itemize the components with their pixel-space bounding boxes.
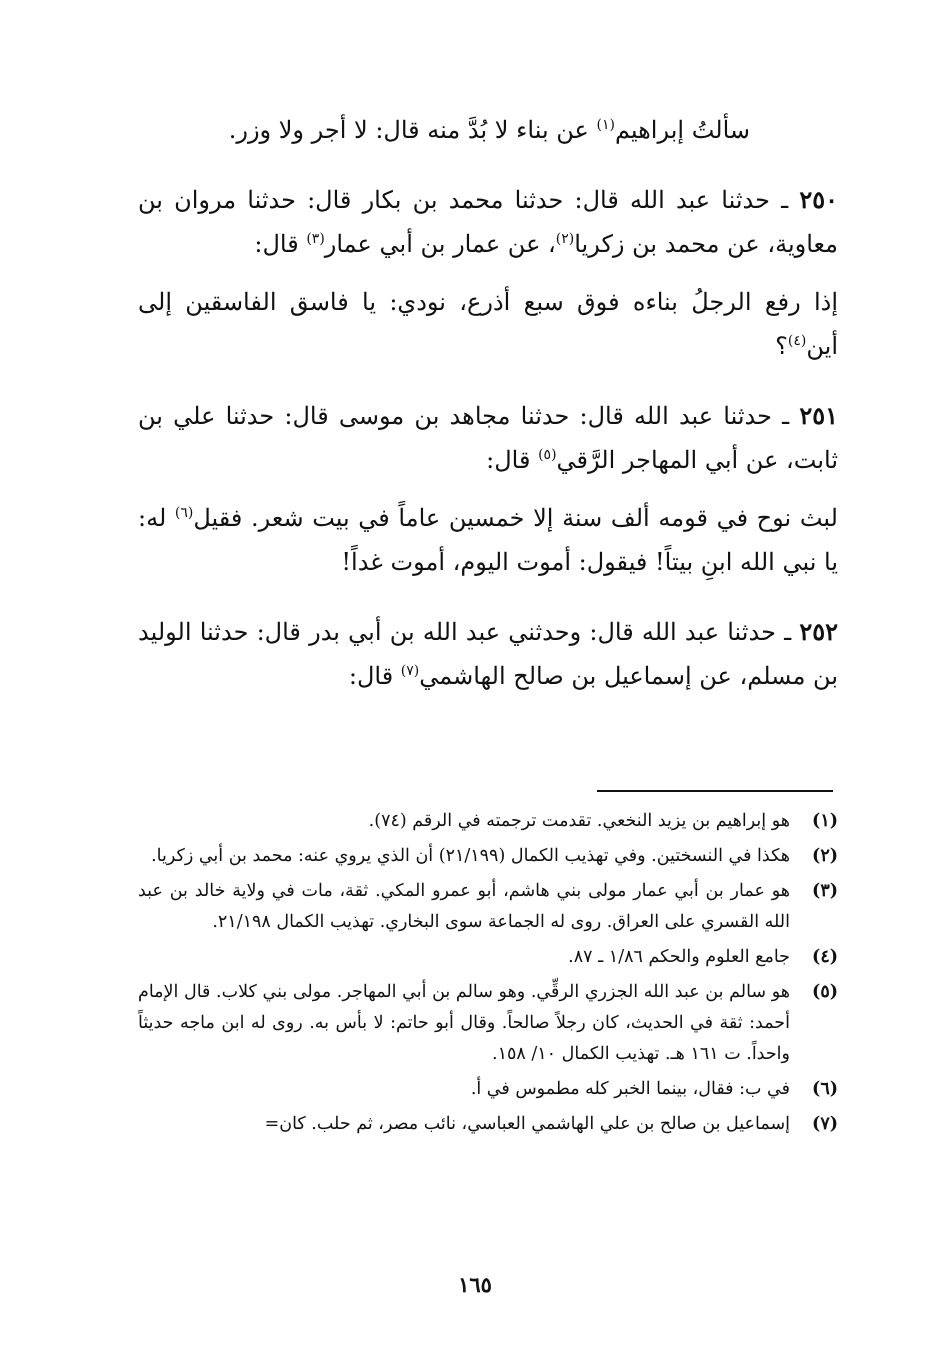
footnote-separator (597, 790, 833, 792)
footnote-number: (٢) (812, 846, 838, 866)
hadith-250 (138, 178, 838, 368)
footnote-number: (١) (812, 811, 838, 831)
footnote-text: إسماعيل بن صالح بن علي الهاشمي العباسي، نائب مصر، ثم حلب. كان= (264, 1114, 790, 1134)
footnote (138, 841, 838, 872)
hadith-252 (138, 610, 838, 698)
isnad-text: ـ حدثنا عبد الله قال: حدثنا مجاهد بن موسى قال: حدثنا علي بن ثابت، عن أبي المهاجر الرَّقي (138, 402, 838, 474)
footnote-ref[interactable]: (٤) (787, 333, 807, 349)
isnad-text: قال: (254, 230, 307, 258)
footnotes (138, 806, 838, 1144)
footnote (138, 806, 838, 837)
footnote-text: هو عمار بن أبي عمار مولى بني هاشم، أبو عمرو المكي. ثقة، مات في ولاية خالد بن عبد الله القسري على العراق. روى له الجماعة سوى البخاري. تهذيب الكمال ٢١/١٩٨. (138, 881, 790, 932)
isnad-text: قال: (348, 662, 401, 690)
matn-text-end: ؟ (775, 332, 788, 360)
footnote (138, 876, 838, 938)
matn-text: له: يا نبي الله ابنِ بيتاً! فيقول: أموت اليوم، أموت غداً! (138, 504, 838, 576)
footnote (138, 1109, 838, 1140)
isnad-text: ـ حدثنا عبد الله قال: وحدثني عبد الله بن أبي بدر قال: حدثنا الوليد بن مسلم، عن إسماعيل بن صالح الهاشمي (138, 618, 838, 690)
opening-text: سألتُ إبراهيم (614, 116, 750, 144)
footnote-text: هو إبراهيم بن يزيد النخعي. تقدمت ترجمته في الرقم (٧٤). (368, 811, 790, 831)
matn (138, 280, 838, 368)
footnote-ref[interactable]: (٦) (174, 505, 194, 521)
hadith-number: ٢٥١ (799, 401, 838, 430)
isnad-text: ، عن عمار بن أبي عمار (324, 230, 556, 258)
footnote (138, 977, 838, 1070)
footnote-number: (٦) (812, 1079, 838, 1099)
isnad-text: قال: (486, 446, 539, 474)
footnote-number: (٤) (812, 947, 838, 967)
opening-text-end: عن بناء لا بُدَّ منه قال: لا أجر ولا وزر. (228, 116, 597, 144)
footnote-text: جامع العلوم والحكم ١/٨٦ ـ ٨٧. (568, 947, 790, 967)
matn-text: لبث نوح في قومه ألف سنة إلا خمسين عاماً في بيت شعر. فقيل (193, 504, 838, 532)
page-number: ١٦٥ (458, 1272, 492, 1297)
isnad (138, 178, 838, 266)
footnote-number: (٥) (812, 982, 838, 1002)
footnote-ref[interactable]: (٧) (400, 663, 420, 679)
footnote (138, 1074, 838, 1105)
footnote (138, 942, 838, 973)
isnad-text: ـ حدثنا عبد الله قال: حدثنا محمد بن بكار قال: حدثنا مروان بن معاوية، عن محمد بن زكريا (138, 186, 838, 258)
matn (138, 496, 838, 584)
isnad (138, 394, 838, 482)
isnad (138, 610, 838, 698)
footnote-ref[interactable]: (٣) (306, 231, 325, 247)
footnote-ref[interactable]: (١) (596, 117, 615, 133)
footnote-text: هكذا في النسختين. وفي تهذيب الكمال (٢١/١٩٩) أن الذي يروي عنه: محمد بن أبي زكريا. (151, 846, 790, 866)
footnote-ref[interactable]: (٢) (555, 231, 575, 247)
hadith-251 (138, 394, 838, 584)
footnote-number: (٣) (812, 881, 838, 901)
hadith-number: ٢٥٢ (799, 617, 838, 646)
main-text (138, 108, 838, 698)
hadith-number: ٢٥٠ (799, 185, 838, 214)
footnote-text: هو سالم بن عبد الله الجزري الرقِّي. وهو سالم بن أبي المهاجر. مولى بني كلاب. قال الإمام أحمد: ثقة في الحديث، كان رجلاً صالحاً. وقال أبو حاتم: لا بأس به. روى له ابن ماجه حديثاً واحداً. ت ١٦١ هـ. تهذيب الكمال ١٠/ ١٥٨. (138, 982, 790, 1064)
footnote-ref[interactable]: (٥) (538, 447, 557, 463)
matn-text: إذا رفع الرجلُ بناءه فوق سبع أذرع، نودي: يا فاسق الفاسقين إلى أين (138, 288, 838, 360)
footnote-text: في ب: فقال، بينما الخبر كله مطموس في أ. (470, 1079, 790, 1099)
opening-line (138, 108, 838, 152)
footnote-number: (٧) (812, 1114, 838, 1134)
